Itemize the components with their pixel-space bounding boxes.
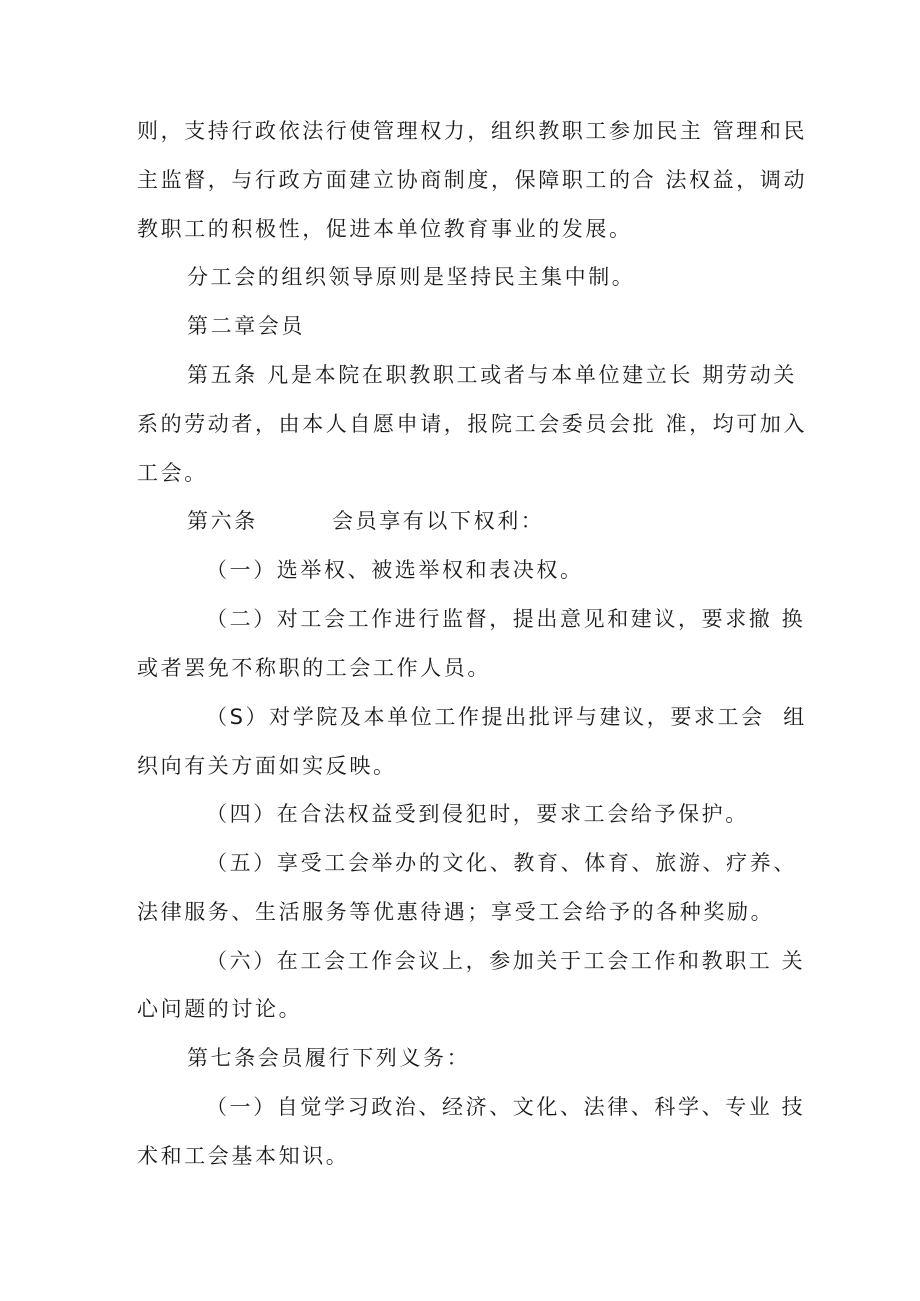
list-item: （二）对工会工作进行监督，提出意见和建议，要求撤 换 — [206, 607, 806, 631]
article-line: 第五条 凡是本院在职教职工或者与本单位建立长 期劳动关 — [187, 363, 797, 387]
text-line: 心问题的讨论。 — [137, 997, 303, 1021]
text-line: 主监督，与行政方面建立协商制度，保障职工的合 法权益，调动 — [137, 168, 808, 192]
chapter-heading: 第二章会员 — [187, 314, 305, 338]
paragraph-line: 分工会的组织领导原则是坚持民主集中制。 — [187, 265, 636, 289]
text-line: 或者罢免不称职的工会工作人员。 — [137, 656, 491, 680]
text-line: 则，支持行政依法行使管理权力，组织教职工参加民主 管理和民 — [137, 119, 808, 143]
list-item: （一）选举权、被选举权和表决权。 — [206, 558, 584, 582]
article-line: 第七条会员履行下列义务： — [187, 1046, 471, 1070]
text-line: 系的劳动者，由本人自愿申请，报院工会委员会批 准，均可加入 — [137, 412, 808, 436]
list-item: （六）在工会工作会议上，参加关于工会工作和教职工 关 — [206, 949, 806, 973]
list-item: （四）在合法权益受到侵犯时，要求工会给予保护。 — [206, 802, 749, 826]
text-line: 工会。 — [137, 461, 208, 485]
list-item: （一）自觉学习政治、经济、文化、法律、科学、专业 技 — [206, 1095, 806, 1119]
text-line: 术和工会基本知识。 — [137, 1144, 350, 1168]
list-item: （五）享受工会举办的文化、教育、体育、旅游、疗养、 — [206, 851, 797, 875]
text-line: 教职工的积极性，促进本单位教育事业的发展。 — [137, 217, 633, 241]
text-line: 法律服务、生活服务等优惠待遇；享受工会给予的各种奖励。 — [137, 900, 775, 924]
list-item: （S）对学院及本单位工作提出批评与建议，要求工会 组 — [206, 705, 807, 729]
article-line: 第六条 会员享有以下权利： — [187, 509, 545, 533]
text-line: 织向有关方面如实反映。 — [137, 754, 397, 778]
